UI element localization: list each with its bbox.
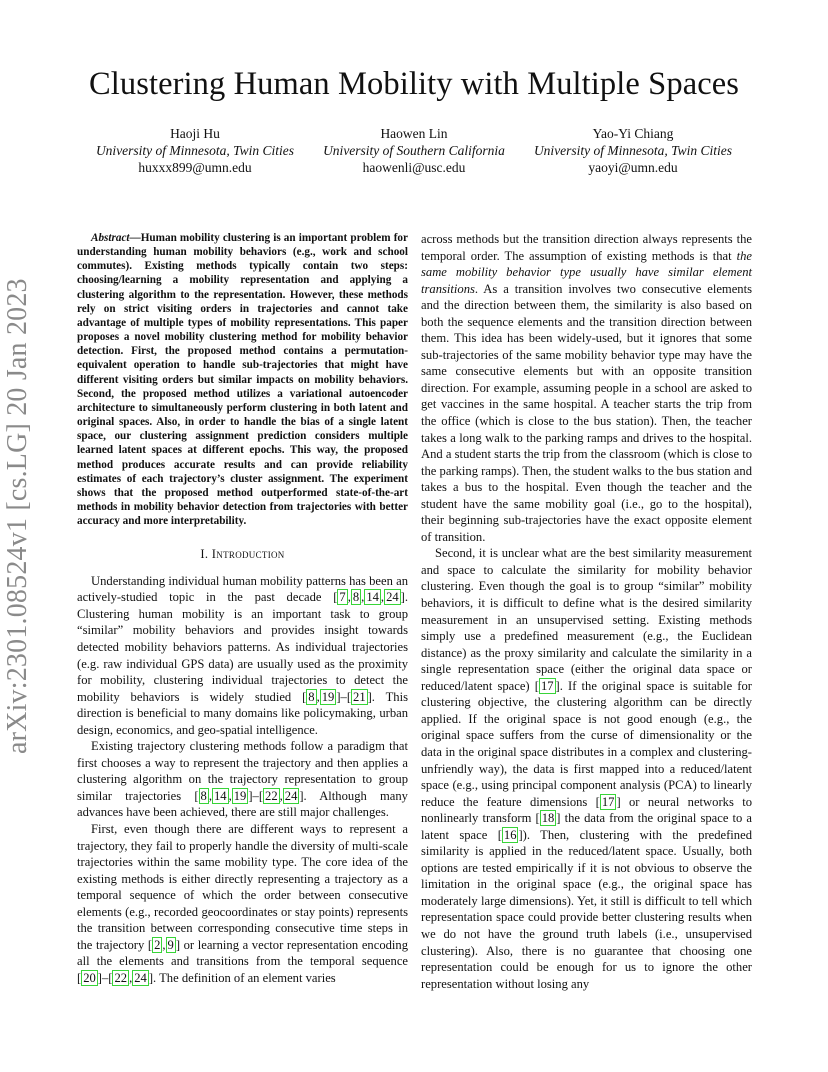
right-column	[421, 231, 752, 992]
citation-link[interactable]: 18	[541, 811, 555, 826]
author-email: haowenli@usc.edu	[362, 160, 466, 175]
paragraph: Understanding individual human mobility patterns has been an actively-studied topic in the past decade [ 7 , 8 , 14 , 24 ]. Clustering human mobility is an important task to group “similar” mobility behaviors and provides insight towards detected mobility behaviors patterns. As individual trajectories (e.g. raw individual GPS data) are usually used as the proximity for mobility, clustering individual trajectories to detect the mobility behaviors is widely studied [ 8 , 19 ]–[ 21 ]. This direction is beneficial to many domains like policymaking, urban design, economics, and geo-spatial intelligence.	[77, 573, 408, 737]
citation-link[interactable]: 20 ]–[ 22 , 24	[83, 970, 147, 985]
citation-link[interactable]: 8 , 14 , 19 ]–[ 22 , 24	[200, 788, 298, 803]
paper-title: Clustering Human Mobility with Multiple Spaces	[88, 66, 740, 102]
citation-link[interactable]: 2 , 9	[154, 937, 174, 952]
left-column	[77, 231, 408, 987]
author-affiliation: University of Minnesota, Twin Cities	[533, 143, 733, 158]
author-email: huxxx899@umn.edu	[138, 160, 252, 175]
author-name: Haoji Hu	[170, 126, 220, 141]
citation-link[interactable]: 17	[601, 794, 615, 809]
citation-link[interactable]: 8 , 19 ]–[ 21	[308, 689, 366, 704]
paragraph: Existing trajectory clustering methods follow a paradigm that first chooses a way to represent the trajectory and then applies a clustering algorithm on the trajectory representation to group similar trajectories [ 8 , 14 , 19 ]–[ 22 , 24 ]. Although many advances have been achieved, there are still major challenges.	[77, 739, 408, 820]
abstract-label: Abstract	[91, 232, 130, 244]
paragraph: First, even though there are different ways to represent a trajectory, they fail to properly handle the diversity of multi-scale trajectories within the same mobility type. The core idea of the existing methods is either directly representing a trajectory as a temporal sequence of which the order between consecutive elements (e.g., recorded geocoordinates or stay points) represents the transition between corresponding consecutive time steps in the trajectory [ 2 , 9 ] or learning a vector representation encoding all the elements and transitions from the temporal sequence [ 20 ]–[ 22 , 24 ]. The definition of an element varies	[77, 822, 409, 985]
arxiv-identifier-stamp: arXiv:2301.08524v1 [cs.LG] 20 Jan 2023	[2, 278, 33, 754]
author-email: yaoyi@umn.edu	[588, 160, 678, 175]
author-name: Haowen Lin	[380, 126, 448, 141]
author-3	[498, 125, 768, 176]
emphasized-text: the same mobility behavior type usually have similar element transitions	[421, 248, 752, 296]
abstract	[77, 231, 408, 528]
citation-link[interactable]: 16	[503, 827, 517, 842]
author-name: Yao-Yi Chiang	[592, 126, 674, 141]
paragraph: across methods but the transition direction always represents the temporal order. The assumption of existing methods is that the same mobility behavior type usually have similar element transitions. As a transition involves two consecutive elements and the direction between them, the similarity is also based on both the sequence elements and the transition direction between them. This idea has been widely-used, but it ignores that some sub-trajectories of the same mobility behavior type may have the same consecutive elements but with an opposite transition direction. For example, assuming people in a school are asked to get vaccines in the same hospital. A teacher starts the trip from the office (which is close to the bus station). Then, the teacher takes a long walk to the parking ramps and drives to the hospital. And a student starts the trip from the classroom (which is close to the parking ramps). Then, the student walks to the bus station and takes a bus to the hospital. Even though the teacher and the student have the same mobility goal (i.e., go to the hospital), their beginning sub-trajectories have the exact opposite element of transition.	[421, 232, 752, 544]
section-heading-introduction: I. Introduction	[200, 547, 285, 562]
abstract-text: —Human mobility clustering is an important problem for understanding human mobility behaviors (e.g., work and school commutes). Existing methods typically contain two steps: choosing/learning a mobility representation and applying a clustering algorithm to the representation. However, these methods rely on strict visiting orders in trajectories and cannot take advantage of multiple types of mobility representations. This paper proposes a novel mobility clustering method for mobility behavior detection. First, the proposed method contains a permutation-equivalent operation to handle sub-trajectories that might have different visiting orders but similar impacts on mobility behaviors. Second, the proposed method utilizes a variational autoencoder architecture to simultaneously perform clustering in both latent and original spaces. Also, in order to handle the bias of a single latent space, our clustering assignment prediction considers multiple learned latent spaces at different epochs. This way, the proposed method produces accurate results and can provide reliability estimates of each trajectory’s cluster assignment. The experiment shows that the proposed method outperformed state-of-the-art methods in mobility behavior detection from trajectories with better accuracy and more interpretability.	[77, 232, 408, 528]
paragraph: Second, it is unclear what are the best similarity measurement and space to calculate the similarity for mobility behavior clustering. Even though the goal is to group “similar” mobility behaviors, it is difficult to define what is the desired similarity measurement in an unsupervised setting. Existing methods simply use a predefined measurement (e.g., the Euclidean distance) as the proxy similarity and calculate the similarity in a single representation space (either the original data space or reduced/latent space) [ 17 ]. If the original space is suitable for clustering objective, the clustering algorithm can be directly applied. If the original space is not good enough (e.g., the original space suffers from the curse of dimensionality or the data in the original space distributes in a complex and clustering-unfriendly way), the data is first mapped into a reduced/latent space (e.g., using principal component analysis (PCA) to linearly reduce the feature dimensions [ 17 ] or neural networks to nonlinearly transform [ 18 ] the data from the original space to a latent space [ 16 ]). Then, clustering with the predefined similarity is applied in the reduced/latent space. Usually, both options are tested empirically if it is not obvious to observe the limitation in the original space (e.g., the original space has moderately large dimensions). Yet, it still is difficult to tell which representation space could provide better clustering results when we do not have the ground truth labels (i.e., unsupervised clustering). Also, there is no guarantee that choosing one representation could be enough for us to ignore the other representation without losing any	[421, 546, 752, 991]
author-affiliation: University of Southern California	[323, 143, 505, 158]
citation-link[interactable]: 17	[540, 678, 554, 693]
author-affiliation: University of Minnesota, Twin Cities	[95, 143, 295, 158]
citation-link[interactable]: 7 , 8 , 14 , 24	[339, 590, 399, 605]
